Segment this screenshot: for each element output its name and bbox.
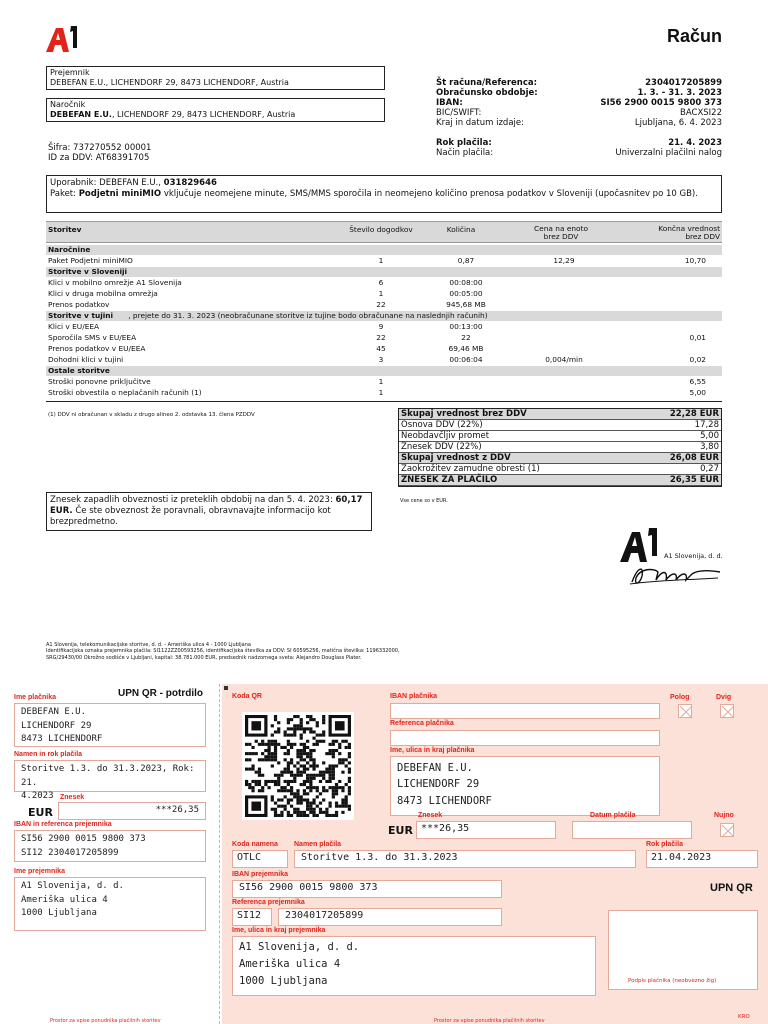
invoice-meta-row (436, 98, 722, 108)
overdue-box (46, 492, 372, 531)
totals-row (399, 420, 721, 431)
withdraw-label: Dvig (716, 694, 732, 701)
recipient-box (46, 66, 385, 90)
recipient-label: Prejemnik (50, 68, 90, 77)
payment-meta-value: Univerzalni plačilni nalog (615, 148, 722, 158)
withdraw-checkbox[interactable] (720, 704, 734, 718)
due-field[interactable]: 21.04.2023 (646, 850, 758, 868)
receipt-payer-label: Ime plačnika (14, 694, 57, 701)
currency: EUR (388, 824, 413, 837)
totals-row (399, 431, 721, 442)
payer-ref-field[interactable] (390, 730, 660, 746)
payment-meta-label: Rok plačila: (436, 138, 492, 148)
customer-box (46, 98, 385, 122)
handwritten-signature (628, 562, 724, 591)
section-label: Storitve v tujini (48, 310, 114, 320)
table-row (46, 344, 722, 354)
row-service: Prenos podatkov (48, 299, 110, 309)
payment-date-field[interactable] (572, 821, 692, 839)
purpose-code-label: Koda namena (232, 841, 278, 848)
receipt-payer-line: DEBEFAN E.U. (21, 707, 87, 717)
table-section-row (46, 245, 722, 255)
services-table (46, 221, 722, 403)
row-qty: 00:05:00 (449, 288, 483, 298)
totals-label: Osnova DDV (22%) (401, 420, 483, 430)
row-events: 1 (378, 376, 384, 386)
totals-value: 3,80 (700, 442, 719, 452)
row-service: Klici v druga mobilna omrežja (48, 288, 158, 298)
urgent-label: Nujno (714, 812, 734, 819)
customer-ids (48, 143, 151, 163)
rec-iban-field[interactable]: SI56 2900 0015 9800 373 (232, 880, 502, 898)
company-footer-line: SRG/29430/00 Okrožno sodišče v Ljubljani, kapital: 38.781.000 EUR, predsednik nadzornega sveta: Alejandro Douglass Plater. (46, 654, 362, 661)
row-final: 0,01 (689, 332, 706, 342)
receipt-iban-label: IBAN in referenca prejemnika (14, 821, 112, 828)
row-events: 1 (378, 288, 384, 298)
payer-ref-label: Referenca plačnika (390, 720, 454, 727)
receipt-payer-line: LICHENDORF 29 (21, 720, 92, 731)
row-service: Stroški obvestila o neplačanih računih (1) (48, 387, 202, 397)
row-qty: 00:13:00 (449, 321, 483, 331)
row-qty: 00:06:04 (449, 354, 483, 364)
receipt-currency: EUR (28, 806, 53, 819)
receipt-recipient-label: Ime prejemnika (14, 868, 65, 875)
totals-value: 17,28 (694, 420, 719, 430)
receipt-purpose-label: Namen in rok plačila (14, 751, 83, 758)
table-section-row (46, 267, 722, 277)
signature-label: Podpis plačnika (neobvezno žig) (628, 978, 717, 984)
purpose-label: Namen plačila (294, 841, 342, 848)
rec-ref-field[interactable]: 2304017205899 (278, 908, 502, 926)
upn-main-title: UPN QR (710, 882, 753, 894)
user-number: 031829646 (163, 178, 217, 188)
rec-ref-label: Referenca prejemnika (232, 899, 305, 906)
section-note: , prejete do 31. 3. 2023 (neobračunane storitve iz tujine bodo obračunane na naslednjih računih) (128, 310, 488, 320)
payer-iban-field[interactable] (390, 703, 660, 719)
table-header (46, 221, 722, 243)
overdue-amount: 60,17 EUR. (50, 495, 363, 517)
invoice-meta-label: Št računa/Referenca: (436, 78, 538, 88)
signature-company: A1 Slovenija, d. d. (664, 552, 723, 560)
customer-name: DEBEFAN E.U. (50, 109, 112, 119)
upn-main (222, 684, 768, 1024)
receipt-purpose-line: 4.2023 (21, 791, 54, 801)
totals-list (399, 409, 721, 486)
purpose-field[interactable]: Storitve 1.3. do 31.3.2023 (294, 850, 636, 868)
row-service: Paket Podjetni miniMIO (48, 255, 133, 265)
row-events: 3 (378, 354, 384, 364)
col-unit: Cena na enoto brez DDV (533, 224, 588, 242)
qr-code (242, 712, 354, 820)
payer-addr-label: Ime, ulica in kraj plačnika (390, 747, 475, 754)
vat-label: ID za DDV: (48, 153, 94, 164)
totals-value: 0,27 (700, 464, 719, 474)
invoice-meta-value: 1. 3. - 31. 3. 2023 (637, 88, 722, 98)
row-final: 10,70 (684, 255, 706, 265)
payment-meta-list (436, 138, 722, 158)
table-bottom-rule (46, 401, 722, 402)
receipt-purpose-line: Storitve 1.3. do 31.3.2023, Rok: 21. (21, 764, 195, 788)
overdue-text1: Znesek zapadlih obveznosti iz preteklih obdobij na dan 5. 4. 2023: (50, 495, 333, 505)
receipt-recipient-line: Ameriška ulica 4 (21, 894, 108, 905)
recipient-address-line: A1 Slovenija, d. d. (239, 941, 360, 953)
totals-row (399, 464, 721, 475)
receipt-payer-line: 8473 LICHENDORF (21, 734, 103, 744)
payment-meta-row (436, 138, 722, 148)
invoice-meta-label: Kraj in datum izdaje: (436, 118, 524, 128)
section-label: Storitve v Sloveniji (48, 266, 128, 276)
rec-ref-model-field[interactable]: SI12 (232, 908, 272, 926)
row-service: Klici v mobilno omrežje A1 Slovenija (48, 277, 182, 287)
receipt-amount-field[interactable]: ***26,35 (58, 802, 206, 820)
payment-meta-row (436, 148, 722, 158)
table-row (46, 278, 722, 288)
table-row (46, 355, 722, 365)
row-service: Klici v EU/EEA (48, 321, 100, 331)
invoice-meta-row (436, 118, 722, 128)
recipient-value: DEBEFAN E.U., LICHENDORF 29, 8473 LICHENDORF, Austria (50, 77, 289, 87)
purpose-code-field[interactable]: OTLC (232, 850, 288, 868)
a1-logo (44, 24, 80, 54)
row-qty: 00:08:00 (449, 277, 483, 287)
amount-field[interactable]: ***26,35 (416, 821, 556, 839)
invoice-meta-row (436, 78, 722, 88)
invoice-meta-value: BACXSI22 (680, 108, 722, 118)
totals-label: Neobdavčljiv promet (401, 431, 490, 441)
invoice-meta-row (436, 88, 722, 98)
upn-corner-mark (224, 686, 228, 690)
kro-mark: KRO (738, 1014, 750, 1020)
payer-iban-label: IBAN plačnika (390, 693, 438, 700)
payer-address-field[interactable] (390, 756, 660, 816)
recipient-address-line: 1000 Ljubljana (239, 974, 328, 987)
table-section-row (46, 311, 722, 321)
totals-row (399, 453, 721, 464)
invoice-meta-value: SI56 2900 0015 9800 373 (600, 98, 722, 108)
totals-label: Zaokrožitev zamudne obresti (1) (401, 464, 540, 474)
totals-value: 5,00 (700, 431, 719, 441)
totals-row (399, 409, 721, 420)
upn-main-footer: Prostor za vpise ponudnika plačilnih storitev (434, 1018, 545, 1024)
row-events: 45 (376, 343, 386, 353)
payer-address-line: LICHENDORF 29 (397, 778, 480, 791)
invoice-meta-value: 2304017205899 (645, 78, 722, 88)
table-section-row (46, 366, 722, 376)
section-label: Ostale storitve (48, 365, 110, 375)
totals-label: Znesek DDV (22%) (401, 442, 482, 452)
company-footer-line: A1 Slovenija, telekomunikacijske storitve, d. d. - Ameriška ulica 4 - 1000 Ljubljana (46, 642, 251, 648)
totals-row (399, 475, 721, 486)
payment-meta-label: Način plačila: (436, 148, 494, 158)
date-label: Datum plačila (590, 812, 636, 819)
invoice-meta-label: IBAN: (436, 98, 463, 108)
col-service: Storitev (48, 225, 82, 234)
receipt-amount-label: Znesek (60, 794, 85, 801)
receipt-ref: SI12 2304017205899 (21, 847, 119, 858)
table-row (46, 300, 722, 310)
totals-row (399, 442, 721, 453)
row-final: 0,02 (689, 354, 706, 364)
invoice-meta (436, 78, 722, 158)
code-label: Šifra: (48, 143, 71, 153)
receipt-iban-field[interactable] (14, 830, 206, 862)
totals-note: Vse cene so v EUR. (400, 498, 448, 504)
rec-address-field[interactable] (232, 936, 596, 996)
code-value: 737270552 00001 (73, 143, 152, 153)
qr-label: Koda QR (232, 693, 262, 700)
totals-value: 26,08 EUR (669, 453, 719, 463)
payer-address-line: DEBEFAN E.U. (397, 762, 473, 774)
row-qty: 22 (461, 332, 471, 342)
urgent-checkbox[interactable] (720, 823, 734, 837)
customer-address: , LICHENDORF 29, 8473 LICHENDORF, Austria (111, 109, 296, 119)
upn-receipt (0, 684, 220, 1024)
row-events: 22 (376, 332, 386, 342)
table-row (46, 388, 722, 398)
row-events: 1 (378, 387, 384, 397)
totals-label: Skupaj vrednost brez DDV (401, 409, 527, 419)
row-events: 6 (378, 277, 384, 287)
totals-box (398, 408, 722, 487)
document-title: Račun (666, 26, 722, 46)
receipt-recipient-line: 1000 Ljubljana (21, 908, 97, 918)
invoice-meta-row (436, 108, 722, 118)
col-events: Število dogodkov (349, 225, 413, 234)
section-label: Naročnine (48, 244, 91, 254)
invoice-meta-label: Obračunsko obdobje: (436, 88, 538, 98)
amount-label: Znesek (418, 812, 443, 819)
row-service: Dohodni klici v tujini (48, 354, 124, 364)
receipt-recipient-field[interactable] (14, 877, 206, 931)
totals-label: ZNESEK ZA PLAČILO (401, 475, 498, 485)
invoice-meta-value: Ljubljana, 6. 4. 2023 (634, 118, 722, 128)
table-row (46, 333, 722, 343)
row-unit: 12,29 (553, 255, 575, 265)
row-events: 22 (376, 299, 386, 309)
row-events: 9 (378, 321, 384, 331)
row-service: Sporočila SMS v EU/EEA (48, 332, 137, 342)
due-label: Rok plačila (646, 841, 683, 848)
invoice-meta-label: BIC/SWIFT: (436, 108, 482, 118)
rec-addr-label: Ime, ulica in kraj prejemnika (232, 927, 326, 934)
col-final: Končna vrednost brez DDV (658, 224, 720, 242)
receipt-iban: SI56 2900 0015 9800 373 (21, 834, 146, 844)
row-qty: 69,46 MB (448, 343, 484, 353)
vat-value: AT68391705 (95, 153, 150, 164)
upn-receipt-title: UPN QR - potrdilo (118, 688, 203, 699)
footnote: (1) DDV ni obračunan v skladu z drugo alineo 2. odstavka 13. člena PZDDV (48, 412, 255, 418)
table-row (46, 256, 722, 266)
row-service: Stroški ponovne priključitve (48, 376, 151, 386)
customer-label: Naročnik (50, 100, 86, 109)
payer-address-line: 8473 LICHENDORF (397, 794, 492, 807)
table-row (46, 289, 722, 299)
row-events: 1 (378, 255, 384, 265)
totals-label: Skupaj vrednost z DDV (401, 453, 511, 463)
company-footer (46, 642, 400, 661)
row-service: Prenos podatkov v EU/EEA (48, 343, 146, 353)
row-qty: 945,68 MB (446, 299, 486, 309)
row-unit: 0,004/min (545, 354, 583, 364)
signature-logo (618, 526, 664, 564)
user-box (46, 175, 722, 213)
col-qty: Količina (446, 225, 476, 234)
user-name: DEBEFAN E.U., (99, 178, 161, 188)
deposit-label: Polog (670, 694, 690, 701)
rec-iban-label: IBAN prejemnika (232, 871, 289, 878)
package-desc: vključuje neomejene minute, SMS/MMS sporočila in neomejeno količino prenosa podatkov v Sloveniji (upočasnitev po 10 GB). (163, 189, 698, 200)
user-label: Uporabnik: (50, 178, 97, 188)
row-qty: 0,87 (457, 255, 475, 265)
totals-value: 22,28 EUR (669, 409, 719, 419)
receipt-footer: Prostor za vpise ponudnika plačilnih storitev (50, 1018, 161, 1024)
receipt-recipient-line: A1 Slovenija, d. d. (21, 881, 124, 891)
package-label: Paket: (50, 189, 76, 200)
row-final: 6,55 (689, 376, 706, 386)
table-row (46, 377, 722, 387)
table-row (46, 322, 722, 332)
invoice-meta-list (436, 78, 722, 128)
company-footer-line: Identifikacijska oznaka prejemnika plačila: SI1122ZZ00593256, identifikacijska številka za DDV: SI 60595256, matična številka: 1196332000, (46, 648, 400, 655)
payment-meta-value: 21. 4. 2023 (668, 138, 722, 148)
overdue-text2: Če ste obveznost že poravnali, obravnavajte informacijo kot brezpredmetno. (50, 506, 331, 528)
recipient-address-line: Ameriška ulica 4 (239, 957, 341, 970)
package-name: Podjetni miniMIO (78, 189, 162, 200)
row-final: 5,00 (689, 387, 706, 397)
deposit-checkbox[interactable] (678, 704, 692, 718)
receipt-payer-field[interactable] (14, 703, 206, 747)
totals-value: 26,35 EUR (669, 475, 719, 485)
